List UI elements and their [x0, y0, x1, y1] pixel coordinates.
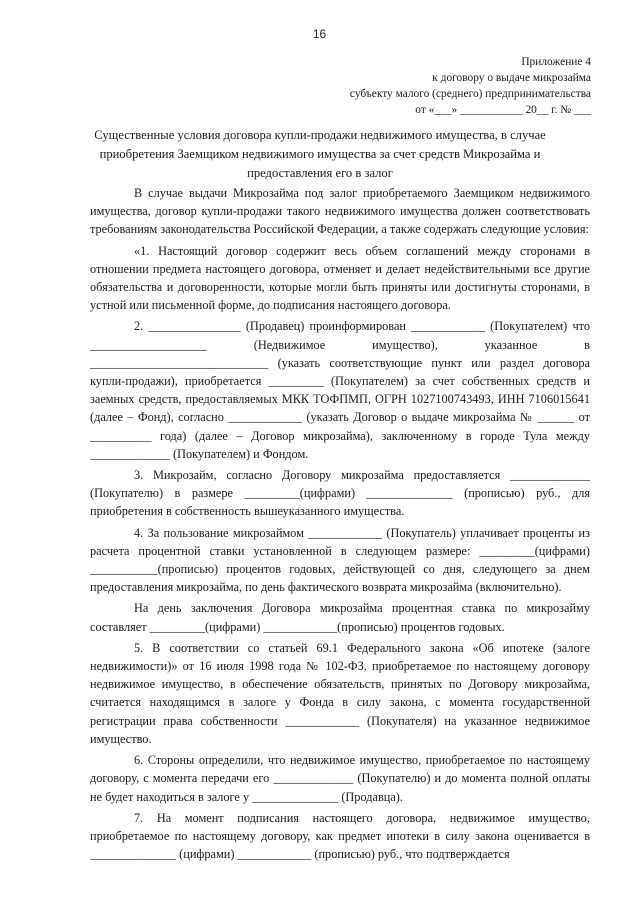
paragraph-clause-1: «1. Настоящий договор содержит весь объем соглашений между сторонами в отношении предмета настоящего договора, отменяет и делает недействительными все другие обязательства и договоренности, которые могли быть приняты или достигнуты сторонами, в устной или письменной форме, до подписания настоящего договора. [90, 243, 590, 313]
appendix-contract-ref: к договору о выдаче микрозайма [432, 72, 591, 84]
document-title: Существенные условия договора купли-продажи недвижимого имущества, в случае приобретения Заемщиком недвижимого имущества за счет средств Микрозайма и предоставления его в залог [94, 128, 546, 180]
appendix-subject: субъекту малого (среднего) предпринимательства [349, 88, 591, 100]
appendix-date-number: от «___» ___________ 20__ г. № ___ [415, 104, 591, 116]
paragraph-clause-6: 6. Стороны определили, что недвижимое имущество, приобретаемое по настоящему договору, с момента передачи его _____________ (Покупателю) и до момента полной оплаты не будет находиться в залоге у ______________ (Продавца). [90, 753, 590, 804]
paragraph-clause-7: 7. На момент подписания настоящего договора, недвижимое имущество, приобретаемое по настоящему договору, как предмет ипотеки в силу закона оценивается в ______________ (цифрами) ____________ (прописью) руб., что подтверждается [90, 810, 590, 862]
appendix-header [261, 54, 591, 118]
paragraph-rate: На день заключения Договора микрозайма процентная ставка по микрозайму составляет _________(цифрами) ____________(прописью) процентов годовых. [90, 601, 590, 634]
appendix-title: Приложение 4 [521, 56, 591, 68]
paragraph-clause-4: 4. За пользование микрозаймом ____________ (Покупатель) уплачивает проценты из расчета процентной ставки установленной в следующем размере: _________(цифрами) ___________(прописью) процентов годовых, действующей со дня, следующего за днем предоставления микрозайма, по день фактического возврата микрозайма (включительно). [90, 525, 590, 595]
document-body [90, 184, 590, 863]
paragraph-clause-2: 2. _______________ (Продавец) проинформирован ____________ (Покупателем) что ___________________ (Недвижимое имущество), указанное в _____________________________ (указать соответствующие пункт или раздел договора купли-продажи), приобретается _________ (Покупателем) за счет собственных средств и заемных средств, предоставляемых МКК ТОФПМП, ОГРН 1027100743493, ИНН 7106015641 (далее – Фонд), согласно ____________ (указать Договор о выдаче микрозайма № ______ от __________ года) (далее – Договор микрозайма), заключенному в городе Тула между _____________ (Покупателем) и Фондом. [90, 319, 590, 461]
paragraph-clause-3: 3. Микрозайм, согласно Договору микрозайма предоставляется _____________ (Покупателю) в размере _________(цифрами) ______________ (прописью) руб., для приобретения в собственность вышеуказанного имущества. [90, 468, 590, 519]
paragraph-clause-5: 5. В соответствии со статьей 69.1 Федерального закона «Об ипотеке (залоге недвижимости)» от 16 июля 1998 года № 102-ФЗ, приобретаемое по настоящему договору недвижимое имущество, в обеспечение обязательств, принятых по Договору микрозайма, считается находящимся в залоге у Фонда в силу закона, с момента государственной регистрации права собственности ____________ (Покупателя) на указанное недвижимое имущество. [90, 640, 590, 746]
paragraph-intro: В случае выдачи Микрозайма под залог приобретаемого Заемщиком недвижимого имущества, договор купли-продажи такого недвижимого имущества должен соответствовать требованиям законодательства Российской Федерации, а также содержать следующие условия: [90, 186, 590, 237]
page-number: 16 [312, 27, 327, 41]
